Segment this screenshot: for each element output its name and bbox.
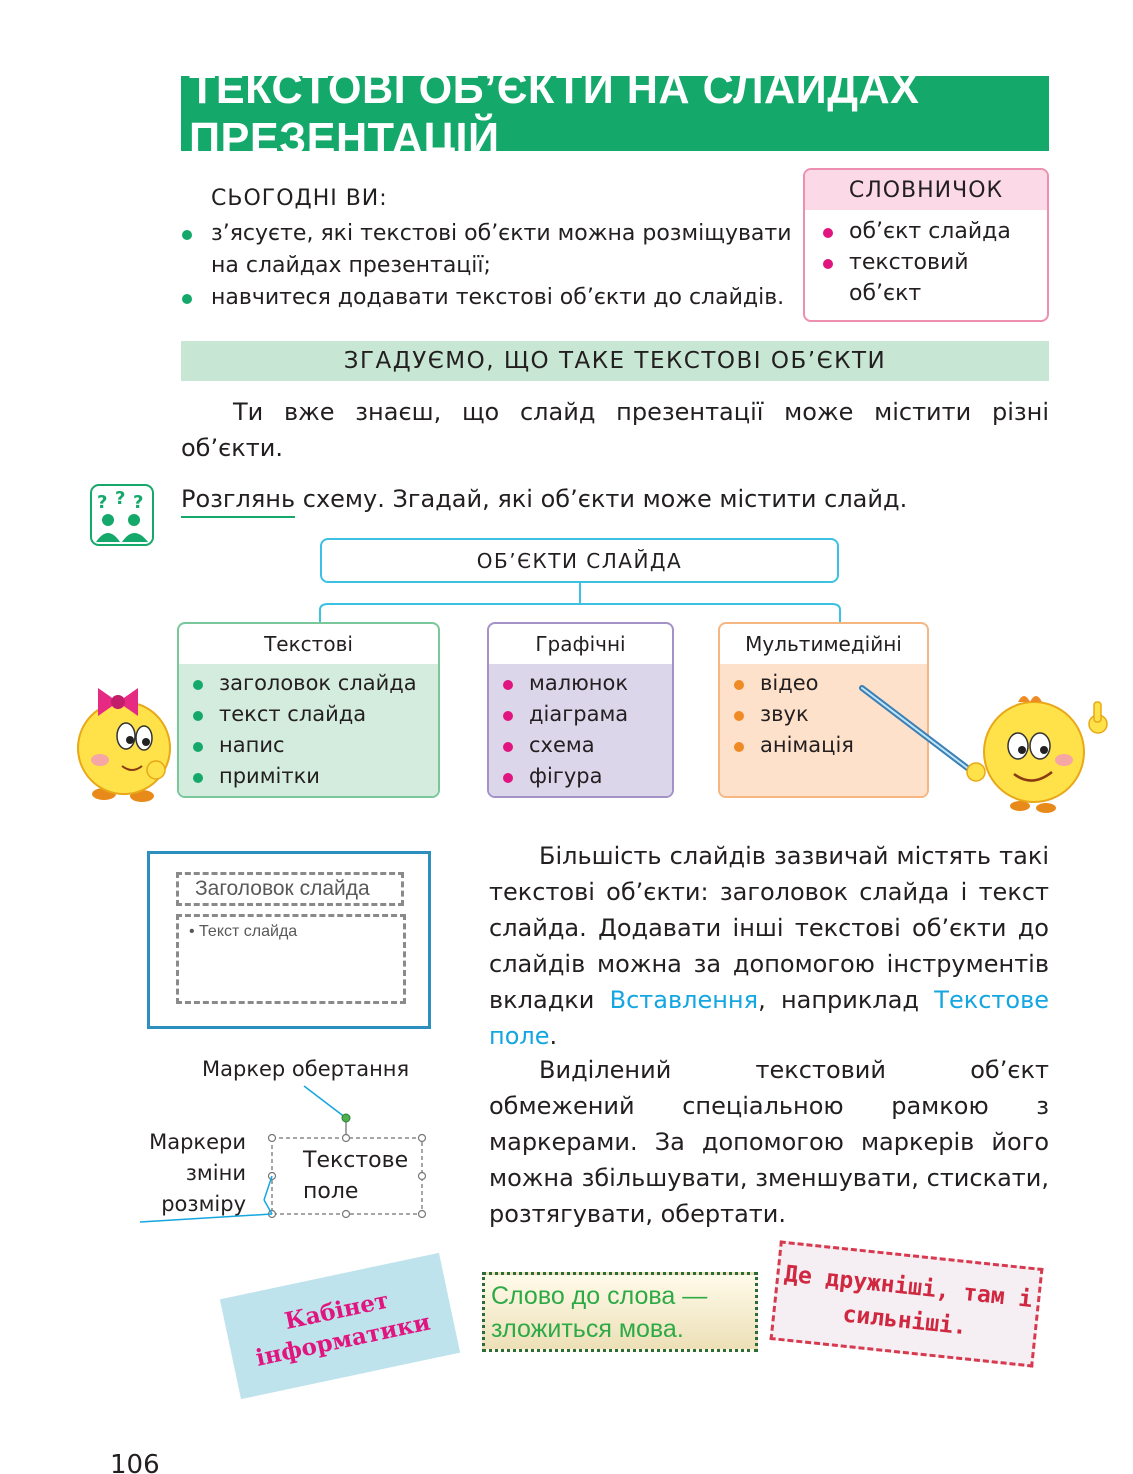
- today-heading: СЬОГОДНІ ВИ:: [211, 186, 388, 211]
- intro-paragraph: Ти вже знаєш, що слайд презентації може містити різні об’єкти.: [181, 398, 1049, 462]
- category-item: анімація: [730, 730, 927, 761]
- goal-item: навчитеся додавати текстові об’єкти до слайдів.: [180, 282, 800, 314]
- question-people-icon: [90, 484, 154, 546]
- diagram-root: ОБ’ЄКТИ СЛАЙДА: [320, 538, 839, 583]
- consider-keyword: Розглянь: [181, 485, 295, 518]
- category-graphic: [487, 622, 674, 798]
- consider-instruction: [181, 481, 907, 517]
- page-title: ТЕКСТОВІ ОБ’ЄКТИ НА СЛАЙДАХ ПРЕЗЕНТАЦІЙ: [189, 63, 920, 163]
- paragraph-text: .: [549, 1022, 558, 1050]
- category-list: [489, 664, 672, 796]
- consider-rest: схему. Згадай, які об’єкти може містити слайд.: [295, 485, 908, 513]
- category-title: Текстові: [264, 632, 353, 656]
- svg-text:?: ?: [97, 492, 108, 513]
- title-placeholder: Заголовок слайда: [176, 872, 404, 906]
- category-item: текст слайда: [189, 699, 438, 730]
- goals-list: [180, 218, 800, 314]
- category-item: відео: [730, 668, 927, 699]
- category-item: фігура: [499, 761, 672, 792]
- resize-markers-label: Маркери зміни розміру: [149, 1130, 246, 1216]
- category-title: Мультимедійні: [745, 632, 902, 656]
- svg-text:?: ?: [133, 492, 144, 513]
- category-item: заголовок слайда: [189, 668, 438, 699]
- section-heading: ЗГАДУЄМО, ЩО ТАКЕ ТЕКСТОВІ ОБ’ЄКТИ: [181, 341, 1049, 381]
- glossary-heading: СЛОВНИЧОК: [805, 170, 1047, 210]
- glossary-item: об’єкт слайда: [821, 216, 1047, 247]
- category-item: діаграма: [499, 699, 672, 730]
- category-item: малюнок: [499, 668, 672, 699]
- goal-item: з’ясуєте, які текстові об’єкти можна розміщувати на слайдах презентації;: [180, 218, 800, 282]
- category-item: напис: [189, 730, 438, 761]
- slide-layout-sample: [147, 851, 431, 1029]
- rotation-marker-label: Маркер обертання: [202, 1057, 410, 1081]
- category-item: примітки: [189, 761, 438, 792]
- insert-tab-reference: Вставлення: [609, 986, 759, 1014]
- glossary-item: текстовий об’єкт: [821, 247, 1047, 309]
- svg-text:?: ?: [115, 488, 126, 509]
- glossary-list: [805, 210, 1047, 309]
- page-title-banner: [181, 63, 1049, 163]
- paragraph-text: Більшість слайдів зазвичай містять такі текстові об’єкти: заголовок слайда і текст слайда. Додавати інші текстові об’єкти до слайдів можна за допомогою інструментів вкладки: [489, 842, 1049, 1014]
- proverb-textbox-sample: Слово до слова — зложиться мова.: [482, 1272, 758, 1352]
- objects-paragraph: [489, 838, 1049, 1054]
- wordart-cabinet-sample: Кабінет інформатики: [220, 1253, 460, 1399]
- proverb-stamp-sample: Де дружніші, там і сильніші.: [769, 1240, 1043, 1367]
- page-number: 106: [110, 1450, 160, 1474]
- glossary-box: [803, 168, 1049, 322]
- markers-paragraph: Виділений текстовий об’єкт обмежений спеціальною рамкою з маркерами. За допомогою маркерів його можна збільшувати, зменшувати, стискати, розтягувати, обертати.: [489, 1056, 1049, 1228]
- category-text: [177, 622, 440, 798]
- text-placeholder: • Текст слайда: [176, 914, 406, 1004]
- category-title: Графічні: [535, 632, 626, 656]
- paragraph-text: , наприклад: [758, 986, 935, 1014]
- textbox-tool-reference: Текстове поле: [489, 986, 1049, 1050]
- mascot-pointer-illustration: [858, 660, 1114, 814]
- category-item: звук: [730, 699, 927, 730]
- textbox-sample-text: Текстове поле: [303, 1148, 409, 1204]
- mascot-girl-illustration: [64, 662, 176, 802]
- category-item: схема: [499, 730, 672, 761]
- category-list: [179, 664, 438, 796]
